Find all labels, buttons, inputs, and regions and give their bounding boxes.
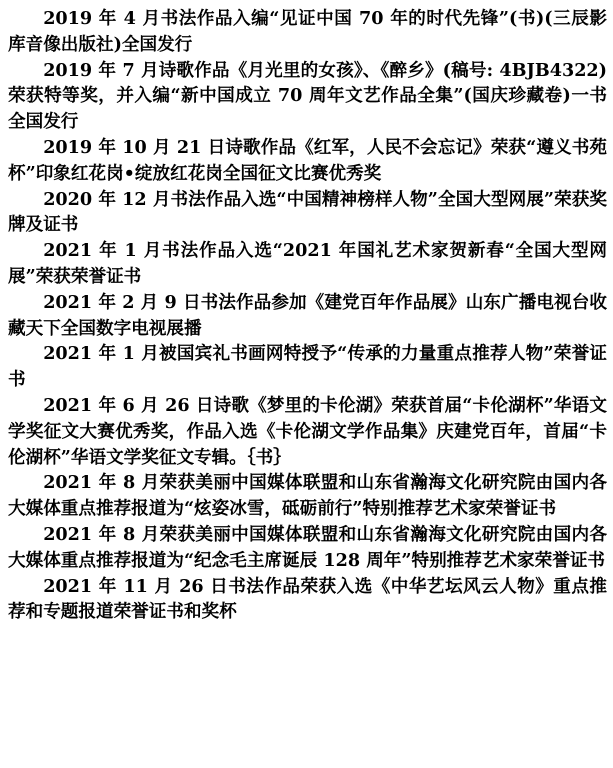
paragraph-8: 2021 年 6 月 26 日诗歌《梦里的卡伦湖》荣获首届“卡伦湖杯”华语文学奖征文大赛优秀奖，作品入选《卡伦湖文学作品集》庆建党百年，首届“卡伦湖杯”华语文学奖征文专辑。｛书｝ — [8, 394, 607, 468]
paragraph-3: 2019 年 10 月 21 日诗歌作品《红军，人民不会忘记》荣获“遵义书苑杯”印象红花岗•绽放红花岗全国征文比赛优秀奖 — [8, 136, 607, 184]
paragraph-10: 2021 年 8 月荣获美丽中国媒体联盟和山东省瀚海文化研究院由国内各大媒体重点推荐报道为“纪念毛主席诞辰 128 周年”特别推荐艺术家荣誉证书 — [8, 523, 607, 571]
paragraph-9: 2021 年 8 月荣获美丽中国媒体联盟和山东省瀚海文化研究院由国内各大媒体重点推荐报道为“炫姿冰雪，砥砺前行”特别推荐艺术家荣誉证书 — [8, 472, 607, 520]
paragraph-5: 2021 年 1 月书法作品入选“2021 年国礼艺术家贺新春“全国大型网展”荣获荣誉证书 — [8, 240, 607, 287]
paragraph-7: 2021 年 1 月被国宾礼书画网特授予“传承的力量重点推荐人物”荣誉证书 — [8, 343, 607, 391]
paragraph-6: 2021 年 2 月 9 日书法作品参加《建党百年作品展》山东广播电视台收藏天下全国数字电视展播 — [8, 291, 607, 339]
paragraph-2: 2019 年 7 月诗歌作品《月光里的女孩》、《醉乡》(稿号: 4BJB4322)荣获特等奖，并入编“新中国成立 70 周年文艺作品全集”(国庆珍藏卷)一书全国发行 — [8, 59, 607, 133]
paragraph-11: 2021 年 11 月 26 日书法作品荣获入选《中华艺坛风云人物》重点推荐和专题报道荣誉证书和奖杯 — [8, 575, 607, 623]
paragraph-1: 2019 年 4 月书法作品入编“见证中国 70 年的时代先锋”(书)(三辰影库音像出版社)全国发行 — [8, 8, 607, 55]
paragraph-4: 2020 年 12 月书法作品入选“中国精神榜样人物”全国大型网展”荣获奖牌及证书 — [8, 188, 607, 236]
